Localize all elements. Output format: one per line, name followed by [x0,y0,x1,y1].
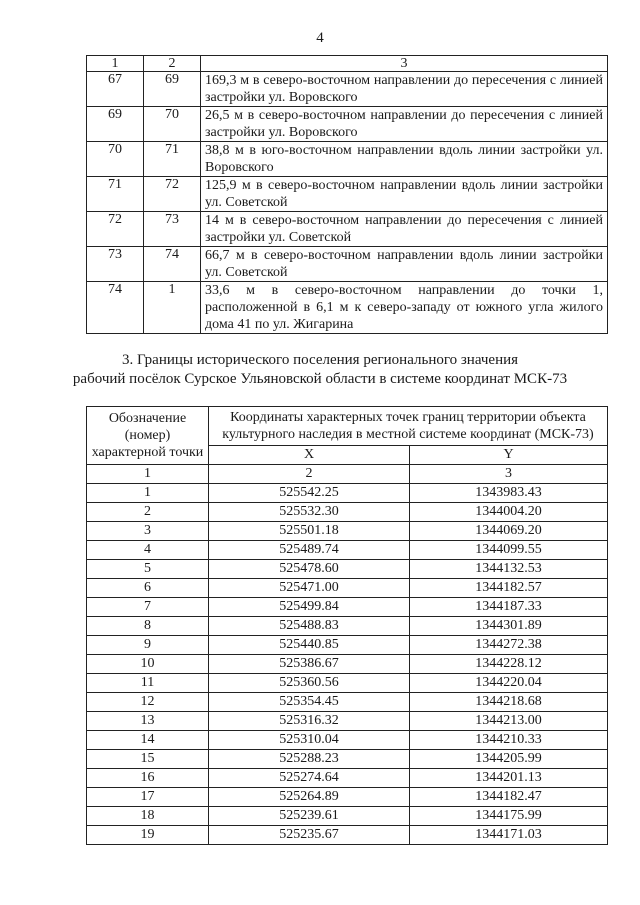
x-coordinate: 525471.00 [209,579,410,598]
x-coordinate: 525499.84 [209,598,410,617]
point-to: 70 [144,107,201,142]
point-number: 2 [87,503,209,522]
x-coordinate: 525354.45 [209,693,410,712]
y-coordinate: 1344182.47 [410,788,608,807]
table-row [87,522,608,541]
point-number: 9 [87,636,209,655]
y-coordinate: 1344187.33 [410,598,608,617]
point-number: 17 [87,788,209,807]
point-from: 70 [87,142,144,177]
point-number: 8 [87,617,209,636]
x-coordinate: 525489.74 [209,541,410,560]
point-number: 1 [87,484,209,503]
point-number: 5 [87,560,209,579]
point-to: 71 [144,142,201,177]
table-row [87,560,608,579]
table-row [87,788,608,807]
table-row [87,636,608,655]
y-coordinate: 1344201.13 [410,769,608,788]
table-row [87,674,608,693]
table-header-row [87,56,608,72]
y-coordinate: 1344301.89 [410,617,608,636]
point-number: 3 [87,522,209,541]
x-axis-header: X [209,446,410,465]
point-to: 72 [144,177,201,212]
section-title [0,351,640,389]
x-coordinate: 525310.04 [209,731,410,750]
point-number: 10 [87,655,209,674]
table-row [87,177,608,212]
table-row [87,484,608,503]
column-number-row [87,465,608,484]
table-row [87,617,608,636]
table-row [87,503,608,522]
table-row [87,598,608,617]
table-row [87,212,608,247]
segment-description: 14 м в северо-восточном направлении до пересечения с линией застройки ул. Советской [201,212,608,247]
point-number: 12 [87,693,209,712]
point-from: 72 [87,212,144,247]
y-coordinate: 1344069.20 [410,522,608,541]
point-number: 7 [87,598,209,617]
segment-description: 33,6 м в северо-восточном направлении до точки 1, расположенной в 6,1 м к северо-западу от южного угла жилого дома 41 по ул. Жигарина [201,282,608,334]
point-number: 14 [87,731,209,750]
x-coordinate: 525316.32 [209,712,410,731]
y-coordinate: 1343983.43 [410,484,608,503]
y-coordinate: 1344175.99 [410,807,608,826]
column-header-description: 3 [201,56,608,72]
column-header-from: 1 [87,56,144,72]
table-row [87,693,608,712]
y-coordinate: 1344228.12 [410,655,608,674]
table-row [87,750,608,769]
point-number: 4 [87,541,209,560]
column-number: 3 [410,465,608,484]
segment-description: 38,8 м в юго-восточном направлении вдоль линии застройки ул. Воровского [201,142,608,177]
point-designation-header: Обозначение (номер) характерной точки [87,407,209,465]
page-number: 4 [316,30,324,46]
point-to: 69 [144,72,201,107]
y-coordinate: 1344099.55 [410,541,608,560]
section-title-line-2: рабочий посёлок Сурское Ульяновской области в системе координат МСК-73 [72,371,568,387]
x-coordinate: 525274.64 [209,769,410,788]
table-row [87,826,608,845]
column-number: 2 [209,465,410,484]
point-from: 73 [87,247,144,282]
y-coordinate: 1344182.57 [410,579,608,598]
x-coordinate: 525501.18 [209,522,410,541]
table-row [87,72,608,107]
table-row [87,712,608,731]
y-coordinate: 1344220.04 [410,674,608,693]
column-header-to: 2 [144,56,201,72]
y-coordinate: 1344272.38 [410,636,608,655]
point-number: 18 [87,807,209,826]
column-number: 1 [87,465,209,484]
x-coordinate: 525478.60 [209,560,410,579]
segment-description: 66,7 м в северо-восточном направлении вдоль линии застройки ул. Советской [201,247,608,282]
x-coordinate: 525264.89 [209,788,410,807]
table-row [87,807,608,826]
coordinates-header: Координаты характерных точек границ территории объекта культурного наследия в местной системе координат (МСК-73) [209,407,608,446]
table-header-row [87,407,608,446]
point-number: 19 [87,826,209,845]
y-axis-header: Y [410,446,608,465]
y-coordinate: 1344004.20 [410,503,608,522]
section-title-line-1: 3. Границы исторического поселения регионального значения [121,352,519,368]
point-from: 74 [87,282,144,334]
table-row [87,247,608,282]
point-number: 16 [87,769,209,788]
y-coordinate: 1344218.68 [410,693,608,712]
point-to: 74 [144,247,201,282]
table-row [87,579,608,598]
segment-description: 26,5 м в северо-восточном направлении до пересечения с линией застройки ул. Воровского [201,107,608,142]
point-from: 69 [87,107,144,142]
point-number: 13 [87,712,209,731]
point-number: 11 [87,674,209,693]
y-coordinate: 1344171.03 [410,826,608,845]
x-coordinate: 525239.61 [209,807,410,826]
x-coordinate: 525542.25 [209,484,410,503]
x-coordinate: 525440.85 [209,636,410,655]
table-row [87,655,608,674]
point-from: 71 [87,177,144,212]
y-coordinate: 1344210.33 [410,731,608,750]
table-row [87,541,608,560]
table-row [87,107,608,142]
x-coordinate: 525360.56 [209,674,410,693]
x-coordinate: 525532.30 [209,503,410,522]
y-coordinate: 1344205.99 [410,750,608,769]
x-coordinate: 525288.23 [209,750,410,769]
point-from: 67 [87,72,144,107]
x-coordinate: 525235.67 [209,826,410,845]
segment-description: 125,9 м в северо-восточном направлении вдоль линии застройки ул. Советской [201,177,608,212]
coordinates-table [86,406,608,845]
point-to: 1 [144,282,201,334]
boundary-description-table [86,55,608,334]
table-row [87,731,608,750]
table-row [87,282,608,334]
point-number: 6 [87,579,209,598]
x-coordinate: 525488.83 [209,617,410,636]
y-coordinate: 1344132.53 [410,560,608,579]
table-row [87,142,608,177]
point-to: 73 [144,212,201,247]
x-coordinate: 525386.67 [209,655,410,674]
table-row [87,769,608,788]
point-number: 15 [87,750,209,769]
y-coordinate: 1344213.00 [410,712,608,731]
segment-description: 169,3 м в северо-восточном направлении до пересечения с линией застройки ул. Воровского [201,72,608,107]
